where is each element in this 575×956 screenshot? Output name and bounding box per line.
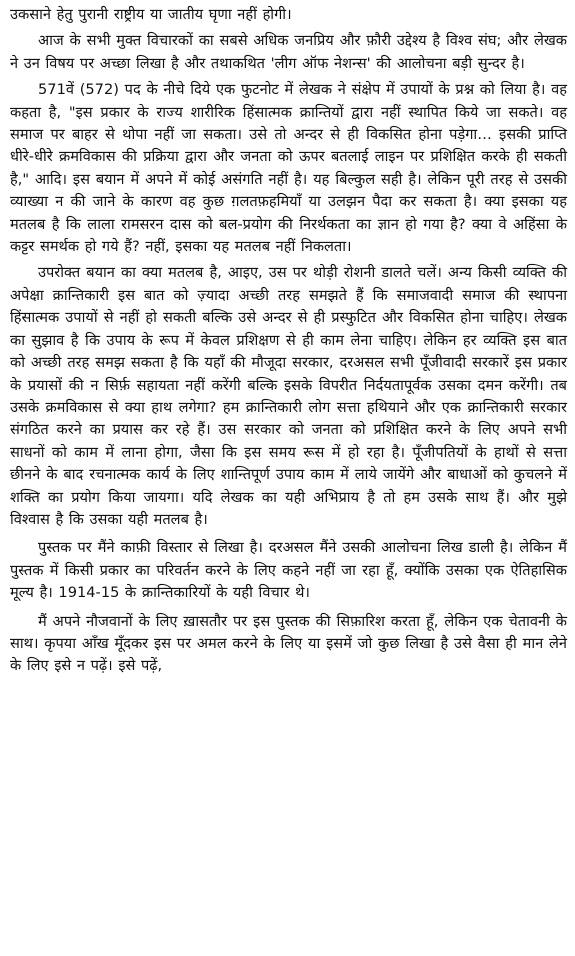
paragraph-recommendation: मैं अपने नौजवानों के लिए ख़ासतौर पर इस पुस्तक की सिफ़ारिश करता हूँ, लेकिन एक चेतावनी के साथ। कृपया आँख मूँदकर इस पर अमल करने के लिए या इसमें जो कुछ लिखा है उसे वैसा ही मान लेने के लिए इसे न पढ़ें। इसे पढ़ें, xyxy=(10,612,567,675)
paragraph-world-union: आज के सभी मुक्त विचारकों का सबसे अधिक जनप्रिय और फ़ौरी उद्देश्य है विश्व संघ; और लेखक ने उन विषय पर अच्छा लिखा है और तथाकथित 'लीग ऑफ नेशन्स' की आलोचना बड़ी सुन्दर है। xyxy=(10,32,567,72)
paragraph-footnote-methods: 571वें (572) पद के नीचे दिये एक फुटनोट में लेखक ने संक्षेप में उपायों के प्रश्न को लिया है। वह कहता है, "इस प्रकार के राज्य शारीरिक हिंसात्मक क्रान्तियों द्वारा नहीं स्थापित किये जा सकते। वह समाज पर बाहर से थोपा नहीं जा सकता। उसे तो अन्दर से ही विकसित होना पड़ेगा… इसकी प्राप्ति धीरे-धीरे क्रमविकास की प्रक्रिया द्वारा और जनता को ऊपर बतलाई लाइन पर प्रशिक्षित करके ही सकती है," आदि। इस बयान में अपने में कोई असंगति नहीं है। यह बिल्कुल सही है। लेकिन पूरी तरह से उसकी व्याख्या न की जाने के कारण वह कुछ ग़लतफ़हमियाँ या उलझन पैदा कर सकता है। क्या इसका यह मतलब है कि लाला रामसरन दास को बल-प्रयोग की निरर्थकता का ज्ञान हो गया है? क्या वे अहिंसा के कट्टर समर्थक हो गये हैं? नहीं, इसका यह मतलब नहीं निकलता। xyxy=(10,81,567,256)
paragraph-book-critique: पुस्तक पर मैंने काफ़ी विस्तार से लिखा है। दरअसल मैंने उसकी आलोचना लिख डाली है। लेकिन मैं पुस्तक में किसी प्रकार का परिवर्तन करने के लिए कहने नहीं जा रहा हूँ, क्योंकि उसका एक ऐतिहासिक मूल्य है। 1914-15 के क्रान्तिकारियों के यही विचार थे। xyxy=(10,539,567,602)
paragraph-statement-explained: उपरोक्त बयान का क्या मतलब है, आइए, उस पर थोड़ी रोशनी डालते चलें। अन्य किसी व्यक्ति की अपेक्षा क्रान्तिकारी इस बात को ज़्यादा अच्छी तरह समझते हैं कि समाजवादी समाज की स्थापना हिंसात्मक उपायों से नहीं हो सकती बल्कि उसे अन्दर से ही प्रस्फुटित और विकसित होना चाहिए। लेखक का सुझाव है कि उपाय के रूप में केवल प्रशिक्षण से ही काम लेना चाहिए। लेकिन हर व्यक्ति इस बात को अच्छी तरह समझ सकता है कि यहाँ की मौजूदा सरकार, दरअसल सभी पूँजीवादी सरकारें इस प्रकार के प्रयासों की न सिर्फ़ सहायता नहीं करेंगी बल्कि इसके विपरीत निर्दयतापूर्वक उसका दमन करेंगी। तब उसके क्रमविकास से क्या हाथ लगेगा? हम क्रान्तिकारी लोग सत्ता हथियाने और एक क्रान्तिकारी सरकार संगठित करने का प्रयास कर रहे हैं। उस सरकार को जनता को प्रशिक्षित करने के लिए अपने सभी साधनों को काम में लाना होगा, जैसा कि इस समय रूस में हो रहा है। पूँजीपतियों के हाथों से सत्ता छीनने के बाद रचनात्मक कार्य के लिए शान्तिपूर्ण उपाय काम में लाये जायेंगे और बाधाओं को कुचलने में शक्ति का प्रयोग किया जायगा। यदि लेखक का यही अभिप्राय है तो हम उसके साथ हैं। और मुझे विश्वास है कि उसका यही मतलब है। xyxy=(10,264,567,528)
paragraph-continuation: उकसाने हेतु पुरानी राष्ट्रीय या जातीय घृणा नहीं होगी। xyxy=(10,6,292,23)
